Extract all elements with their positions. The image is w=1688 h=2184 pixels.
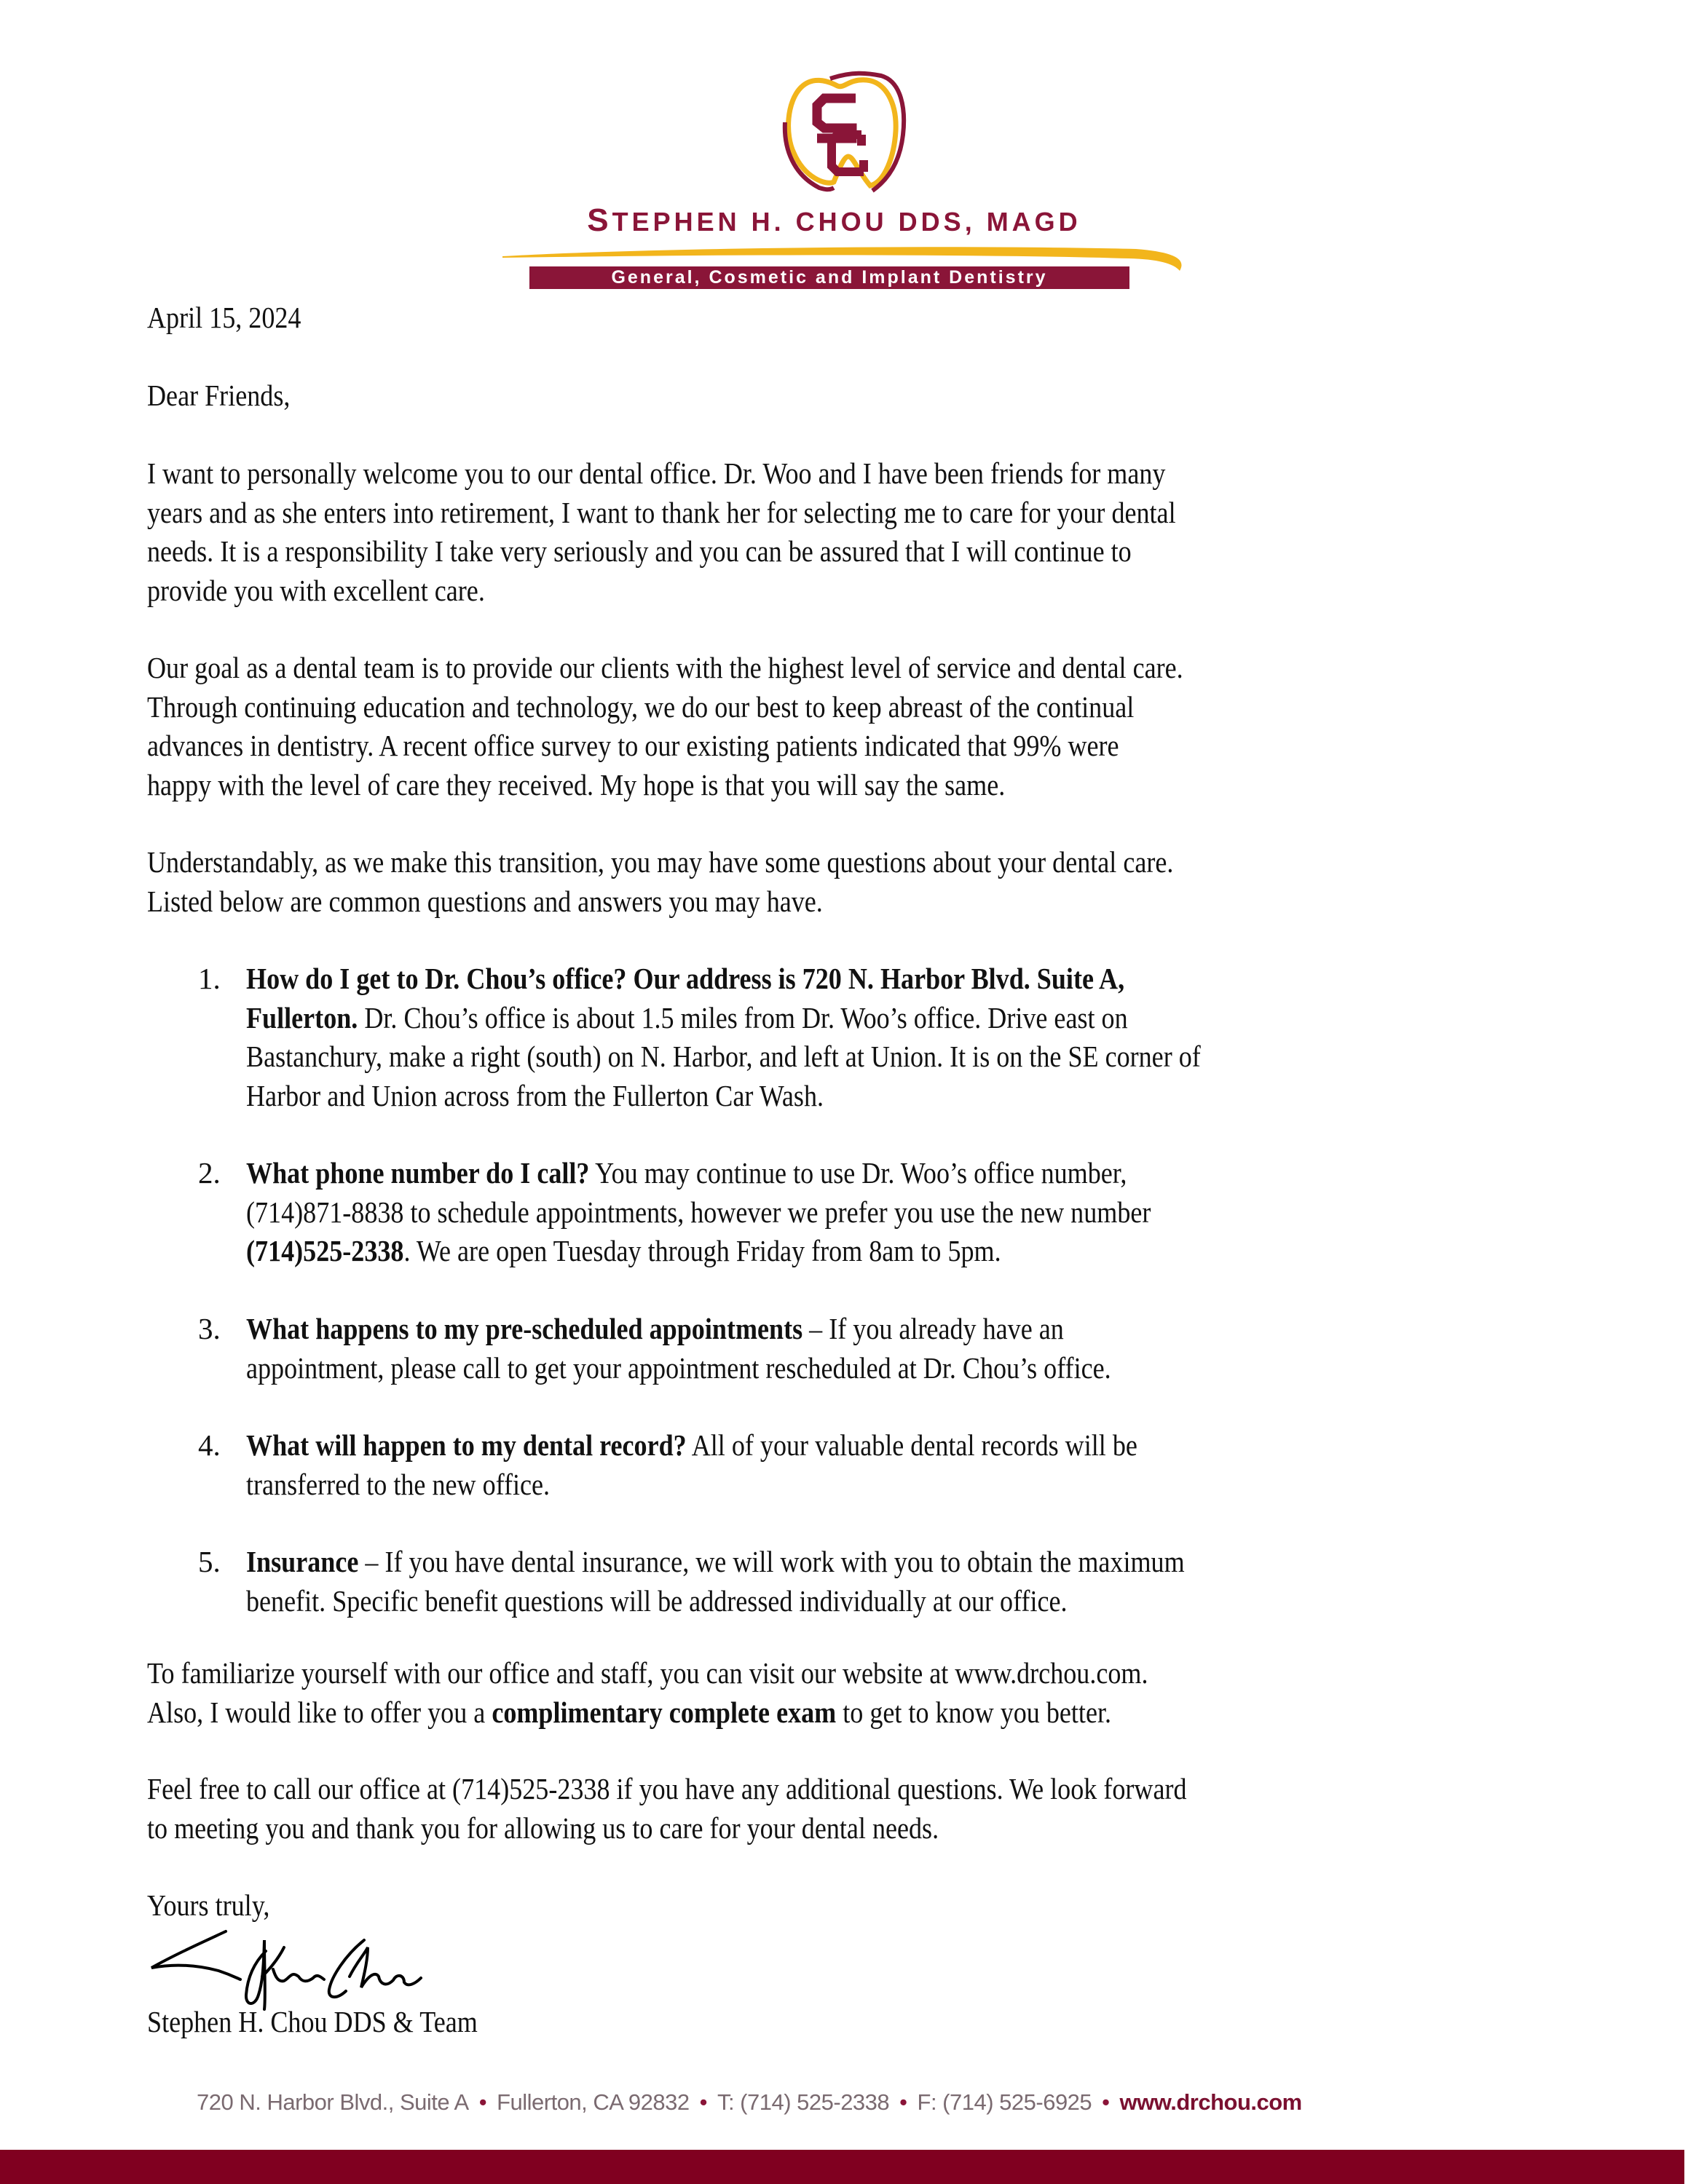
text-line: happy with the level of care they received. My hope is that you will say the same.: [147, 767, 1006, 802]
faq-answer: Bastanchury, make a right (south) on N. Harbor, and left at Union. It is on the SE corner of: [246, 1040, 1201, 1073]
faq-answer: All of your valuable dental records will be: [686, 1428, 1137, 1462]
signature-name: Stephen H. Chou DDS & Team: [147, 2005, 478, 2038]
text-line: to meeting you and thank you for allowing us to care for your dental needs.: [147, 1811, 939, 1845]
paragraph-contact: [147, 1770, 1328, 1848]
text-line: years and as she enters into retirement, I want to thank her for selecting me to care for your dental: [147, 495, 1176, 529]
practice-tagline: General, Cosmetic and Implant Dentistry: [529, 266, 1129, 289]
footer-contact-line: [197, 2089, 1302, 2116]
text-line: Feel free to call our office at (714)525-2338 if you have any additional questions. We look forward: [147, 1772, 1187, 1805]
text-line: advances in dentistry. A recent office survey to our existing patients indicated that 99% were: [147, 729, 1119, 762]
text-line: provide you with excellent care.: [147, 573, 485, 607]
faq-answer: appointment, please call to get your appointment rescheduled at Dr. Chou’s office.: [246, 1350, 1111, 1385]
text-line: Our goal as a dental team is to provide our clients with the highest level of service and dental care.: [147, 651, 1183, 684]
faq-question: Insurance: [246, 1545, 359, 1578]
letter-date: April 15, 2024: [147, 301, 301, 334]
faq-number: 2.: [198, 1156, 221, 1190]
faq-answer: Dr. Chou’s office is about 1.5 miles from Dr. Woo’s office. Drive east on: [358, 1000, 1128, 1034]
faq-question: How do I get to Dr. Chou’s office? Our address is 720 N. Harbor Blvd. Suite A,: [246, 962, 1125, 995]
faq-question: Fullerton.: [246, 1000, 358, 1034]
faq-answer: – If you already have an: [802, 1312, 1064, 1345]
monogram-icon: [817, 98, 864, 172]
bullet-separator: •: [699, 2089, 707, 2115]
bullet-separator: •: [478, 2089, 487, 2115]
footer-website-link[interactable]: www.drchou.com: [1119, 2089, 1302, 2115]
faq-question: What will happen to my dental record?: [246, 1428, 687, 1462]
paragraph-goal: [147, 649, 1325, 804]
new-phone-number: (714)525-2338: [246, 1234, 404, 1267]
salutation: Dear Friends,: [147, 379, 291, 412]
text-line: Through continuing education and technology, we do our best to keep abreast of the continual: [147, 689, 1135, 724]
text-line: I want to personally welcome you to our dental office. Dr. Woo and I have been friends for many: [147, 456, 1166, 490]
faq-answer: . We are open Tuesday through Friday from 8am to 5pm.: [403, 1234, 1001, 1267]
faq-number: 1.: [198, 962, 221, 995]
footer-band: [0, 2150, 1684, 2184]
complimentary-exam-offer: complimentary complete exam: [492, 1695, 837, 1729]
paragraph-transition: [147, 843, 1314, 921]
faq-answer: Harbor and Union across from the Fullerton Car Wash.: [246, 1078, 824, 1112]
faq-answer: benefit. Specific benefit questions will be addressed individually at our office.: [246, 1583, 1068, 1618]
faq-number: 4.: [198, 1428, 221, 1462]
text-line: To familiarize yourself with our office and staff, you can visit our website at www.drchou.com.: [147, 1656, 1148, 1690]
text-line: Also, I would like to offer you a: [147, 1695, 492, 1729]
faq-number: 5.: [198, 1545, 221, 1578]
text-line: Understandably, as we make this transition, you may have some questions about your dental care.: [147, 845, 1174, 879]
closing: Yours truly,: [147, 1888, 270, 1922]
paragraph-welcome: [147, 454, 1316, 610]
bullet-separator: •: [1102, 2089, 1110, 2115]
faq-answer: You may continue to use Dr. Woo’s office number,: [589, 1156, 1127, 1190]
footer-address: 720 N. Harbor Blvd., Suite A: [197, 2089, 469, 2115]
faq-answer: transferred to the new office.: [246, 1467, 551, 1501]
faq-question: What happens to my pre-scheduled appointments: [246, 1312, 803, 1345]
faq-number: 3.: [198, 1312, 221, 1345]
footer-fax: F: (714) 525-6925: [917, 2089, 1092, 2115]
practice-logo: [0, 0, 1688, 306]
practice-name: STEPHEN H. CHOU DDS, MAGD: [587, 202, 1081, 238]
faq-answer: – If you have dental insurance, we will work with you to obtain the maximum: [358, 1545, 1185, 1578]
bullet-separator: •: [899, 2089, 907, 2115]
text-line: to get to know you better.: [836, 1695, 1112, 1729]
text-line: needs. It is a responsibility I take very seriously and you can be assured that I will continue to: [147, 534, 1132, 568]
faq-answer: (714)871-8838 to schedule appointments, however we prefer you use the new number: [246, 1195, 1151, 1229]
footer-city: Fullerton, CA 92832: [497, 2089, 690, 2115]
footer-phone: T: (714) 525-2338: [717, 2089, 890, 2115]
paragraph-website: [147, 1654, 1285, 1732]
faq-question: What phone number do I call?: [246, 1156, 590, 1190]
text-line: Listed below are common questions and answers you may have.: [147, 884, 823, 918]
